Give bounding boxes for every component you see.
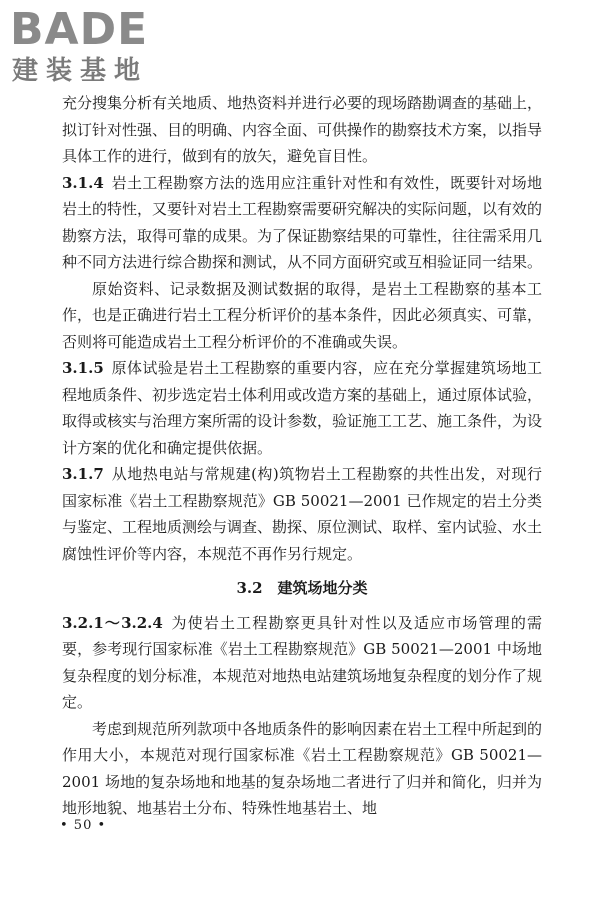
clause-3-2-1-to-3-2-4: [62, 610, 542, 716]
page-number: • 50 •: [60, 818, 107, 833]
paragraph-text: 考虑到规范所列款项中各地质条件的影响因素在岩土工程中所起到的作用大小，本规范对现行国家标准《岩土工程勘察规范》GB 50021—2001 场地的复杂场地和地基的复杂场地二者进行了归并和简化，归并为地形地貌、地基岩土分布、特殊性地基岩土、地: [62, 719, 543, 817]
clause-3-1-5: [62, 355, 542, 461]
section-heading: [62, 575, 542, 602]
paragraph-text: 原体试验是岩土工程勘察的重要内容，应在充分掌握建筑场地工程地质条件、初步选定岩土体利用或改造方案的基础上，通过原体试验，取得或核实与治理方案所需的设计参数，验证施工工艺、施工条件，为设计方案的优化和确定提供依据。: [62, 359, 543, 457]
clause-number: 3.1.7: [62, 465, 104, 483]
watermark-chinese-text: 建装基地: [12, 56, 149, 86]
paragraph-original-data: [62, 276, 542, 356]
paragraph-text: 充分搜集分析有关地质、地热资料并进行必要的现场踏勘调查的基础上，拟订针对性强、目的明确、内容全面、可供操作的勘察技术方案，以指导具体工作的进行，做到有的放矢，避免盲目性。: [62, 94, 543, 165]
paragraph-continuation: [62, 90, 542, 170]
watermark-logo: [10, 6, 180, 96]
paragraph-consideration: [62, 716, 542, 822]
paragraph-text: 从地热电站与常规建(构)筑物岩土工程勘察的共性出发，对现行国家标准《岩土工程勘察规范》GB 50021—2001 已作规定的岩土分类与鉴定、工程地质测绘与调查、勘探、原位测试、取样、室内试验、水土腐蚀性评价等内容，本规范不再作另行规定。: [62, 465, 543, 563]
clause-number: 3.1.5: [62, 359, 104, 377]
section-title: 建筑场地分类: [277, 579, 368, 597]
paragraph-text: 岩土工程勘察方法的选用应注重针对性和有效性，既要针对场地岩土的特性，又要针对岩土工程勘察需要研究解决的实际问题，以有效的勘察方法，取得可靠的成果。为了保证勘察结果的可靠性，往往需采用几种不同方法进行综合勘探和测试，从不同方面研究或互相验证同一结果。: [62, 173, 543, 271]
clause-3-1-7: [62, 461, 542, 567]
clause-number: 3.1.4: [62, 173, 104, 192]
document-body: [62, 90, 542, 822]
clause-3-1-4: [62, 170, 542, 276]
section-number: 3.2: [236, 579, 263, 597]
watermark-latin-text: BADE: [10, 4, 149, 55]
paragraph-text: 原始资料、记录数据及测试数据的取得，是岩土工程勘察的基本工作，也是正确进行岩土工程分析评价的基本条件，因此必须真实、可靠，否则将可能造成岩土工程分析评价的不准确或失误。: [62, 279, 543, 351]
clause-number: 3.2.1～3.2.4: [62, 613, 163, 632]
paragraph-text: 为使岩土工程勘察更具针对性以及适应市场管理的需要，参考现行国家标准《岩土工程勘察规范》GB 50021—2001 中场地复杂程度的划分标准，本规范对地热电站建筑场地复杂程度的划分作了规定。: [62, 613, 543, 711]
